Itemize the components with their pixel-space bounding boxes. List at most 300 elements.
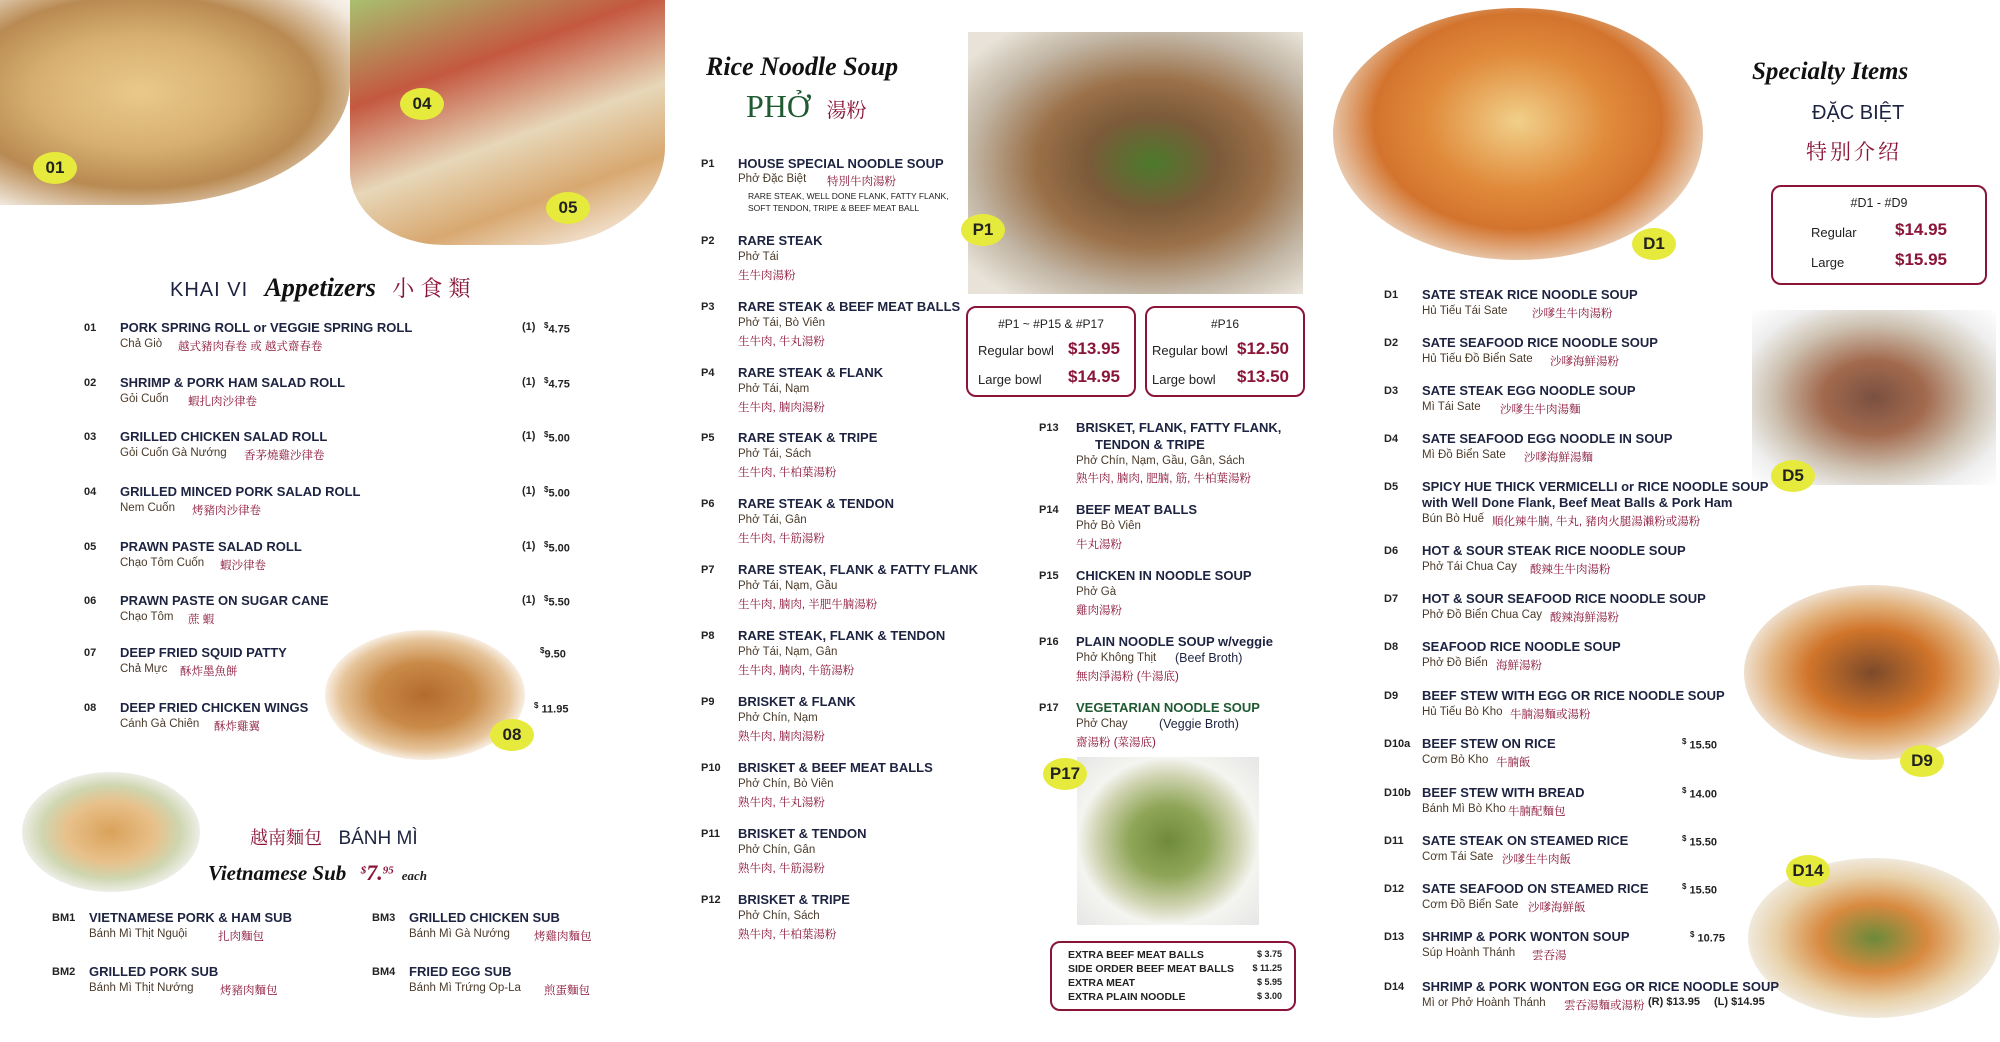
item-name-vi: Mì Đồ Biển Sate bbox=[1422, 449, 1506, 461]
item-price: $ 10.75 bbox=[1690, 930, 1726, 945]
item-name: SPICY HUE THICK VERMICELLI or RICE NOODLE SOUP bbox=[1422, 479, 1769, 494]
item-name-cn: 沙嗲生牛肉飯 bbox=[1502, 854, 1571, 866]
item-name: GRILLED MINCED PORK SALAD ROLL bbox=[120, 484, 361, 499]
item-name-cn: 雲吞湯 bbox=[1532, 950, 1567, 962]
pho-item-p4 bbox=[701, 365, 961, 415]
item-name-vi: Phở Tái, Nạm, Gân bbox=[738, 646, 838, 658]
item-number: D1 bbox=[1384, 289, 1399, 301]
regular-label: Regular bbox=[1811, 225, 1857, 240]
specialty-item-d4 bbox=[1384, 431, 1764, 471]
item-name-cn: 酸辣生牛肉湯粉 bbox=[1530, 564, 1611, 576]
item-name-vi: Hủ Tiếu Tái Sate bbox=[1422, 305, 1508, 317]
item-price-value: 4.75 bbox=[548, 378, 570, 391]
pho-item-p14 bbox=[1039, 502, 1299, 552]
item-price-value: 15.50 bbox=[1689, 884, 1718, 897]
pho-item-p13 bbox=[1039, 420, 1299, 490]
photo-badge-p1: P1 bbox=[961, 214, 1005, 246]
item-name-vi: Phở Không Thịt bbox=[1076, 652, 1157, 664]
item-name-cn: 蝦沙律卷 bbox=[220, 560, 266, 572]
banh-mi-heading bbox=[250, 824, 418, 850]
pho-item-p7 bbox=[701, 562, 981, 612]
item-name-cn: 沙嗲生牛肉湯粉 bbox=[1532, 308, 1613, 320]
item-name: DEEP FRIED SQUID PATTY bbox=[120, 645, 287, 660]
pho-item-p17 bbox=[1039, 700, 1299, 750]
vietnamese-sub-each: each bbox=[401, 868, 428, 883]
item-name-vi: Bánh Mì Trứng Op-La bbox=[409, 982, 521, 994]
item-name-vi: Phở Chay bbox=[1076, 718, 1128, 730]
item-price: $ 15.50 bbox=[1682, 737, 1718, 752]
photo-badge-01: 01 bbox=[33, 152, 77, 184]
item-name-vi: Phở Bò Viên bbox=[1076, 520, 1141, 532]
item-number: 04 bbox=[84, 486, 97, 498]
banh-mi-item-bm1 bbox=[52, 910, 352, 950]
extra-price: $ 3.00 bbox=[1256, 991, 1282, 1001]
regular-bowl-label: Regular bowl bbox=[978, 343, 1054, 358]
item-name-cn: 烤豬肉麵包 bbox=[220, 985, 278, 997]
item-name-cn: 沙嗲海鮮飯 bbox=[1528, 902, 1586, 914]
item-name: BEEF STEW WITH EGG OR RICE NOODLE SOUP bbox=[1422, 688, 1725, 703]
item-name-vi: Cơm Tái Sate bbox=[1422, 851, 1494, 863]
item-price-large: (L) $14.95 bbox=[1714, 996, 1765, 1008]
item-name: RARE STEAK & FLANK bbox=[738, 365, 884, 380]
item-name-cn: 牛丸湯粉 bbox=[1076, 539, 1122, 551]
pho-price-box-p1-p17 bbox=[966, 306, 1136, 397]
item-number: BM3 bbox=[372, 912, 396, 924]
item-name-vi: Phở Chín, Nạm bbox=[738, 712, 818, 724]
specialty-item-d9 bbox=[1384, 688, 1764, 728]
price-box-range: #P16 bbox=[1210, 317, 1240, 331]
banh-mi-item-bm3 bbox=[372, 910, 652, 950]
item-name-vi: Chạo Tôm bbox=[120, 611, 174, 623]
item-price-regular: (R) $13.95 bbox=[1648, 996, 1700, 1008]
item-name: SATE STEAK EGG NOODLE SOUP bbox=[1422, 383, 1636, 398]
pho-item-p11 bbox=[701, 826, 961, 876]
extra-price: $ 11.25 bbox=[1252, 963, 1282, 973]
item-name-cn: 齋湯粉 (菜湯底) bbox=[1076, 737, 1156, 749]
appetizer-item-04 bbox=[84, 484, 584, 524]
item-name-cn: 特別牛肉湯粉 bbox=[827, 176, 896, 188]
item-name-vi: Cơm Bò Kho bbox=[1422, 754, 1489, 766]
item-name-vi: Hủ Tiếu Bò Kho bbox=[1422, 706, 1503, 718]
appetizers-heading-cn: 小 食 類 bbox=[392, 276, 471, 301]
pho-item-p9 bbox=[701, 694, 961, 744]
item-price: $ 14.00 bbox=[1682, 786, 1718, 801]
item-name-vi: Phở Tái, Bò Viên bbox=[738, 317, 826, 329]
item-price: $4.75 bbox=[544, 321, 570, 336]
pho-item-p16 bbox=[1039, 634, 1299, 684]
specialty-item-d1 bbox=[1384, 287, 1764, 327]
large-bowl-label: Large bowl bbox=[978, 372, 1042, 387]
item-name: SEAFOOD RICE NOODLE SOUP bbox=[1422, 639, 1621, 654]
specialty-item-d12 bbox=[1384, 881, 1724, 921]
pho-item-p6 bbox=[701, 496, 961, 546]
pho-item-p8 bbox=[701, 628, 981, 678]
item-name-cn: 順化辣牛腩, 牛丸, 豬肉火腿湯瀨粉或湯粉 bbox=[1492, 516, 1701, 528]
appetizer-item-05 bbox=[84, 539, 584, 579]
pho-heading-vi: PHỞ bbox=[746, 88, 811, 124]
item-name: SATE SEAFOOD RICE NOODLE SOUP bbox=[1422, 335, 1658, 350]
item-price-value: 15.50 bbox=[1689, 739, 1718, 752]
item-name: CHICKEN IN NOODLE SOUP bbox=[1076, 568, 1252, 583]
item-price: $ 11.95 bbox=[534, 701, 569, 716]
photo-badge-d5: D5 bbox=[1771, 460, 1815, 492]
item-number: D3 bbox=[1384, 385, 1399, 397]
extra-item-3 bbox=[1068, 977, 1282, 989]
item-name-cn: 煎蛋麵包 bbox=[544, 985, 590, 997]
item-price-value: 10.75 bbox=[1697, 932, 1726, 945]
item-price-value: 5.00 bbox=[548, 542, 570, 555]
item-price: $9.50 bbox=[540, 646, 566, 661]
item-name: RARE STEAK & BEEF MEAT BALLS bbox=[738, 299, 961, 314]
item-name-cn: 牛腩配麵包 bbox=[1508, 806, 1566, 818]
item-name: RARE STEAK & TENDON bbox=[738, 496, 895, 511]
price-cents: 95 bbox=[382, 864, 394, 877]
item-name-cn: 蔗 蝦 bbox=[188, 614, 215, 626]
pho-bowl-photo bbox=[968, 32, 1303, 294]
item-name-cn: 沙嗲海鮮湯粉 bbox=[1550, 356, 1619, 368]
item-note-line2: SOFT TENDON, TRIPE & BEEF MEAT BALL bbox=[748, 203, 920, 213]
item-name-vi: Nem Cuốn bbox=[120, 502, 175, 514]
item-qty: (1) bbox=[522, 594, 536, 606]
item-name-cn: 香茅燒雞沙律卷 bbox=[244, 450, 325, 462]
item-number: 03 bbox=[84, 431, 97, 443]
item-name-vi: Phở Tái, Sách bbox=[738, 448, 812, 460]
vegetarian-pho-photo bbox=[1077, 757, 1259, 925]
item-number: D12 bbox=[1384, 883, 1405, 895]
item-name-vi: Bún Bò Huế bbox=[1422, 513, 1485, 525]
pho-item-p10 bbox=[701, 760, 961, 810]
item-name-cn: 生牛肉, 牛柏葉湯粉 bbox=[738, 467, 837, 479]
item-number: D5 bbox=[1384, 481, 1399, 493]
item-qty: (1) bbox=[522, 540, 536, 552]
item-name: GRILLED PORK SUB bbox=[89, 964, 219, 979]
item-price: $4.75 bbox=[544, 376, 570, 391]
extra-price: $ 3.75 bbox=[1256, 949, 1282, 959]
item-name-vi: Phở Tái Chua Cay bbox=[1422, 561, 1517, 573]
item-number: 08 bbox=[84, 702, 97, 714]
item-name: SATE SEAFOOD ON STEAMED RICE bbox=[1422, 881, 1649, 896]
banh-mi-heading-cn: 越南麵包 bbox=[250, 828, 322, 848]
item-name-line2: with Well Done Flank, Beef Meat Balls & Pork Ham bbox=[1422, 495, 1733, 510]
item-name-cn: 酥炸雞翼 bbox=[214, 721, 260, 733]
item-name-cn: 熟牛肉, 腩肉, 肥腩, 筋, 牛柏葉湯粉 bbox=[1076, 473, 1252, 485]
specialty-item-d10a bbox=[1384, 736, 1724, 776]
item-name-cn: 雞肉湯粉 bbox=[1076, 605, 1122, 617]
item-name: VEGETARIAN NOODLE SOUP bbox=[1076, 700, 1260, 715]
item-name-cn: 海鮮湯粉 bbox=[1496, 660, 1542, 672]
item-price-value: 5.00 bbox=[548, 487, 570, 500]
banh-mi-photo bbox=[22, 772, 200, 892]
item-number: D6 bbox=[1384, 545, 1399, 557]
specialty-item-d6 bbox=[1384, 543, 1764, 583]
item-name-cn: 生牛肉, 腩肉湯粉 bbox=[738, 402, 825, 414]
item-name-cn: 沙嗲生牛肉湯麵 bbox=[1500, 404, 1581, 416]
item-name-vi: Phở Đồ Biển Chua Cay bbox=[1422, 609, 1543, 621]
item-price-value: 9.50 bbox=[544, 648, 566, 661]
salad-roll-photo bbox=[350, 0, 665, 245]
item-qty: (1) bbox=[522, 376, 536, 388]
price-box-range: #P1 ~ #P15 & #P17 bbox=[998, 317, 1104, 331]
item-number: D13 bbox=[1384, 931, 1405, 943]
item-number: P16 bbox=[1039, 636, 1059, 648]
item-name-cn: 烤豬肉沙律卷 bbox=[192, 505, 261, 517]
item-number: P3 bbox=[701, 301, 715, 313]
item-number: D4 bbox=[1384, 433, 1399, 445]
item-name-cn: 雲吞湯麵或湯粉 bbox=[1564, 1000, 1645, 1012]
photo-badge-d14: D14 bbox=[1786, 855, 1830, 887]
item-name-vi: Phở Chín, Sách bbox=[738, 910, 820, 922]
item-name: SATE STEAK RICE NOODLE SOUP bbox=[1422, 287, 1638, 302]
item-number: P11 bbox=[701, 828, 720, 840]
beef-stew-photo bbox=[1744, 585, 2000, 760]
item-name-vi: Phở Tái, Nạm, Gầu bbox=[738, 580, 838, 592]
item-name-cn: 熟牛肉, 牛柏葉湯粉 bbox=[738, 929, 837, 941]
item-name-cn: 生牛肉, 牛筋湯粉 bbox=[738, 533, 825, 545]
item-number: P1 bbox=[701, 158, 715, 170]
item-name-cn: 生牛肉, 腩肉, 牛筋湯粉 bbox=[738, 665, 855, 677]
sate-soup-photo bbox=[1333, 8, 1703, 260]
item-name-vi: Chả Giò bbox=[120, 338, 163, 350]
item-price: $ 15.50 bbox=[1682, 882, 1718, 897]
specialty-item-d14 bbox=[1384, 979, 1804, 1019]
item-name-cn: 烤雞肉麵包 bbox=[534, 931, 592, 943]
item-broth-note: (Beef Broth) bbox=[1175, 651, 1243, 665]
item-name: GRILLED CHICKEN SUB bbox=[409, 910, 560, 925]
item-qty: (1) bbox=[522, 485, 536, 497]
item-name-vi: Phở Tái, Gân bbox=[738, 514, 807, 526]
appetizer-item-01 bbox=[84, 320, 584, 360]
regular-bowl-price: $12.50 bbox=[1237, 339, 1289, 358]
banh-mi-item-bm4 bbox=[372, 964, 652, 1004]
photo-badge-p17: P17 bbox=[1043, 758, 1087, 790]
item-number: D14 bbox=[1384, 981, 1405, 993]
specialty-item-d2 bbox=[1384, 335, 1764, 375]
item-name-vi: Bánh Mì Bò Kho bbox=[1422, 803, 1506, 815]
item-name: BRISKET & TENDON bbox=[738, 826, 867, 841]
photo-badge-04: 04 bbox=[400, 88, 444, 120]
extra-item-1 bbox=[1068, 949, 1282, 961]
item-name-vi: Phở Chín, Gân bbox=[738, 844, 816, 856]
extra-label: EXTRA PLAIN NOODLE bbox=[1068, 991, 1186, 1003]
item-broth-note: (Veggie Broth) bbox=[1159, 717, 1239, 731]
banh-mi-heading-vi: BÁNH MÌ bbox=[338, 828, 418, 849]
price-dollar: $ bbox=[360, 864, 367, 877]
item-name: HOUSE SPECIAL NOODLE SOUP bbox=[738, 156, 944, 171]
vietnamese-sub-title: Vietnamese Sub bbox=[208, 861, 347, 885]
item-name: SHRIMP & PORK WONTON SOUP bbox=[1422, 929, 1630, 944]
appetizer-item-03 bbox=[84, 429, 584, 469]
item-number: P5 bbox=[701, 432, 715, 444]
item-price-value: 15.50 bbox=[1689, 836, 1718, 849]
item-name: PRAWN PASTE SALAD ROLL bbox=[120, 539, 302, 554]
appetizers-heading-en: Appetizers bbox=[264, 273, 376, 302]
item-name-vi: Chạo Tôm Cuốn bbox=[120, 557, 205, 569]
item-name-cn: 牛腩湯麵或湯粉 bbox=[1510, 709, 1591, 721]
appetizers-heading-vi: KHAI VI bbox=[170, 279, 249, 301]
pho-price-box-p16 bbox=[1145, 306, 1305, 397]
regular-bowl-price: $13.95 bbox=[1068, 339, 1120, 358]
item-name-cn: 扎肉麵包 bbox=[218, 931, 264, 943]
item-name-cn: 牛腩飯 bbox=[1496, 757, 1531, 769]
item-name-vi: Hủ Tiếu Đồ Biển Sate bbox=[1422, 353, 1533, 365]
item-number: P4 bbox=[701, 367, 715, 379]
item-name-vi: Mì Tái Sate bbox=[1422, 401, 1481, 413]
item-name: BEEF STEW WITH BREAD bbox=[1422, 785, 1585, 800]
photo-badge-08: 08 bbox=[490, 719, 534, 751]
item-name-vi: Bánh Mì Thịt Nướng bbox=[89, 982, 194, 994]
item-number: 05 bbox=[84, 541, 97, 553]
item-name: BRISKET & BEEF MEAT BALLS bbox=[738, 760, 933, 775]
item-name: PLAIN NOODLE SOUP w/veggie bbox=[1076, 634, 1273, 649]
item-name: RARE STEAK bbox=[738, 233, 823, 248]
specialty-item-d8 bbox=[1384, 639, 1764, 679]
vietnamese-sub-price bbox=[360, 860, 398, 885]
item-name-cn: 沙嗲海鮮湯麵 bbox=[1524, 452, 1593, 464]
item-number: D10b bbox=[1384, 787, 1411, 799]
item-number: D8 bbox=[1384, 641, 1399, 653]
item-number: BM1 bbox=[52, 912, 76, 924]
item-number: P17 bbox=[1039, 702, 1059, 714]
item-number: P12 bbox=[701, 894, 721, 906]
item-name: SHRIMP & PORK WONTON EGG OR RICE NOODLE SOUP bbox=[1422, 979, 1780, 994]
extra-label: EXTRA BEEF MEAT BALLS bbox=[1068, 949, 1204, 961]
item-name-vi: Gỏi Cuốn Gà Nướng bbox=[120, 447, 227, 459]
item-number: D10a bbox=[1384, 738, 1411, 750]
pho-item-p1 bbox=[701, 156, 961, 216]
item-name-cn: 越式豬肉春卷 或 越式齋春卷 bbox=[178, 341, 323, 353]
item-qty: (1) bbox=[522, 321, 536, 333]
item-number: P6 bbox=[701, 498, 715, 510]
item-name: SATE SEAFOOD EGG NOODLE IN SOUP bbox=[1422, 431, 1673, 446]
item-number: P10 bbox=[701, 762, 721, 774]
item-name: SHRIMP & PORK HAM SALAD ROLL bbox=[120, 375, 346, 390]
item-price-value: 5.00 bbox=[548, 432, 570, 445]
item-price-value: 4.75 bbox=[548, 323, 570, 336]
item-name-cn: 生牛肉湯粉 bbox=[738, 270, 796, 282]
item-name: BEEF MEAT BALLS bbox=[1076, 502, 1198, 517]
extra-price: $ 5.95 bbox=[1256, 977, 1282, 987]
item-name-vi: Súp Hoành Thánh bbox=[1422, 947, 1516, 959]
item-price: $5.00 bbox=[544, 540, 570, 555]
item-name-vi: Phở Gà bbox=[1076, 586, 1117, 598]
pho-item-p15 bbox=[1039, 568, 1299, 618]
item-name-cn: 熟牛肉, 牛筋湯粉 bbox=[738, 863, 825, 875]
pho-item-p2 bbox=[701, 233, 961, 283]
banh-mi-item-bm2 bbox=[52, 964, 352, 1004]
item-name-vi: Phở Tái, Nạm bbox=[738, 383, 810, 395]
photo-badge-05: 05 bbox=[546, 192, 590, 224]
appetizer-item-02 bbox=[84, 375, 584, 415]
item-name-vi: Phở Chín, Nạm, Gầu, Gân, Sách bbox=[1076, 455, 1245, 467]
pho-heading bbox=[746, 88, 866, 125]
item-number: P14 bbox=[1039, 504, 1059, 516]
item-name-cn: 酸辣海鮮湯粉 bbox=[1550, 612, 1619, 624]
extras-box bbox=[1050, 941, 1296, 1011]
item-name: VIETNAMESE PORK & HAM SUB bbox=[89, 910, 292, 925]
item-name: FRIED EGG SUB bbox=[409, 964, 512, 979]
item-name: RARE STEAK, FLANK & TENDON bbox=[738, 628, 946, 643]
item-price-value: 14.00 bbox=[1689, 788, 1718, 801]
item-number: P2 bbox=[701, 235, 715, 247]
specialty-item-d13 bbox=[1384, 929, 1724, 969]
item-price: $ 15.50 bbox=[1682, 834, 1718, 849]
specialty-price-box bbox=[1771, 185, 1987, 285]
bun-bo-hue-photo bbox=[1752, 310, 1996, 485]
item-name: BRISKET & FLANK bbox=[738, 694, 856, 709]
item-number: P13 bbox=[1039, 422, 1059, 434]
large-bowl-price: $14.95 bbox=[1068, 367, 1120, 386]
extra-label: SIDE ORDER BEEF MEAT BALLS bbox=[1068, 963, 1235, 975]
extra-label: EXTRA MEAT bbox=[1068, 977, 1136, 989]
item-name-cn: 無肉淨湯粉 (牛湯底) bbox=[1076, 671, 1179, 683]
item-number: BM2 bbox=[52, 966, 76, 978]
item-name-cn: 生牛肉, 牛丸湯粉 bbox=[738, 336, 825, 348]
item-name-cn: 酥炸墨魚餅 bbox=[180, 666, 238, 678]
item-name: PORK SPRING ROLL or VEGGIE SPRING ROLL bbox=[120, 320, 413, 335]
regular-price: $14.95 bbox=[1895, 220, 1947, 239]
item-name-vi: Phở Chín, Bò Viên bbox=[738, 778, 834, 790]
specialty-item-d11 bbox=[1384, 833, 1724, 873]
item-qty: (1) bbox=[522, 430, 536, 442]
item-name-cn: 蝦扎肉沙律卷 bbox=[188, 396, 257, 408]
specialty-heading-vi: ĐẶC BIỆT bbox=[1812, 102, 1905, 124]
item-name: HOT & SOUR SEAFOOD RICE NOODLE SOUP bbox=[1422, 591, 1706, 606]
item-name-vi: Bánh Mì Thịt Nguội bbox=[89, 928, 188, 940]
item-price: $5.00 bbox=[544, 485, 570, 500]
item-name: BRISKET, FLANK, FATTY FLANK, bbox=[1076, 420, 1282, 435]
item-name-vi: Mì or Phở Hoành Thánh bbox=[1422, 997, 1546, 1009]
item-number: 01 bbox=[84, 322, 97, 334]
item-name-vi: Cánh Gà Chiên bbox=[120, 718, 200, 730]
appetizers-heading bbox=[170, 272, 471, 303]
item-name: DEEP FRIED CHICKEN WINGS bbox=[120, 700, 309, 715]
photo-badge-d9: D9 bbox=[1900, 745, 1944, 777]
item-name: BEEF STEW ON RICE bbox=[1422, 736, 1556, 751]
specialty-heading-cn: 特别介绍 bbox=[1806, 141, 1902, 164]
item-number: D11 bbox=[1384, 835, 1404, 847]
item-number: D7 bbox=[1384, 593, 1399, 605]
item-number: P15 bbox=[1039, 570, 1059, 582]
item-name: HOT & SOUR STEAK RICE NOODLE SOUP bbox=[1422, 543, 1686, 558]
item-name: BRISKET & TRIPE bbox=[738, 892, 850, 907]
pho-item-p5 bbox=[701, 430, 961, 480]
price-box-range: #D1 - #D9 bbox=[1850, 196, 1908, 210]
item-name-line2: TENDON & TRIPE bbox=[1095, 437, 1205, 452]
item-name-cn: 生牛肉, 腩肉, 半肥牛腩湯粉 bbox=[738, 599, 878, 611]
item-name-vi: Bánh Mì Gà Nướng bbox=[409, 928, 510, 940]
item-name-vi: Gỏi Cuốn bbox=[120, 393, 169, 405]
appetizer-item-06 bbox=[84, 593, 584, 633]
item-name-vi: Phở Đồ Biển bbox=[1422, 657, 1488, 669]
specialty-item-d5 bbox=[1384, 479, 1769, 535]
item-name-vi: Cơm Đồ Biển Sate bbox=[1422, 899, 1519, 911]
specialty-item-d10b bbox=[1384, 785, 1724, 825]
item-name-cn: 熟牛肉, 腩肉湯粉 bbox=[738, 731, 825, 743]
extra-item-4 bbox=[1068, 991, 1282, 1003]
item-number: 06 bbox=[84, 595, 97, 607]
item-name: SATE STEAK ON STEAMED RICE bbox=[1422, 833, 1629, 848]
photo-badge-d1: D1 bbox=[1632, 228, 1676, 260]
item-name: RARE STEAK, FLANK & FATTY FLANK bbox=[738, 562, 979, 577]
item-price: $5.00 bbox=[544, 430, 570, 445]
large-price: $15.95 bbox=[1895, 250, 1947, 269]
pho-heading-en: Rice Noodle Soup bbox=[706, 52, 899, 81]
item-number: P9 bbox=[701, 696, 715, 708]
item-number: D2 bbox=[1384, 337, 1399, 349]
item-name: RARE STEAK & TRIPE bbox=[738, 430, 878, 445]
item-note-line1: RARE STEAK, WELL DONE FLANK, FATTY FLANK, bbox=[748, 191, 949, 201]
item-number: P7 bbox=[701, 564, 715, 576]
